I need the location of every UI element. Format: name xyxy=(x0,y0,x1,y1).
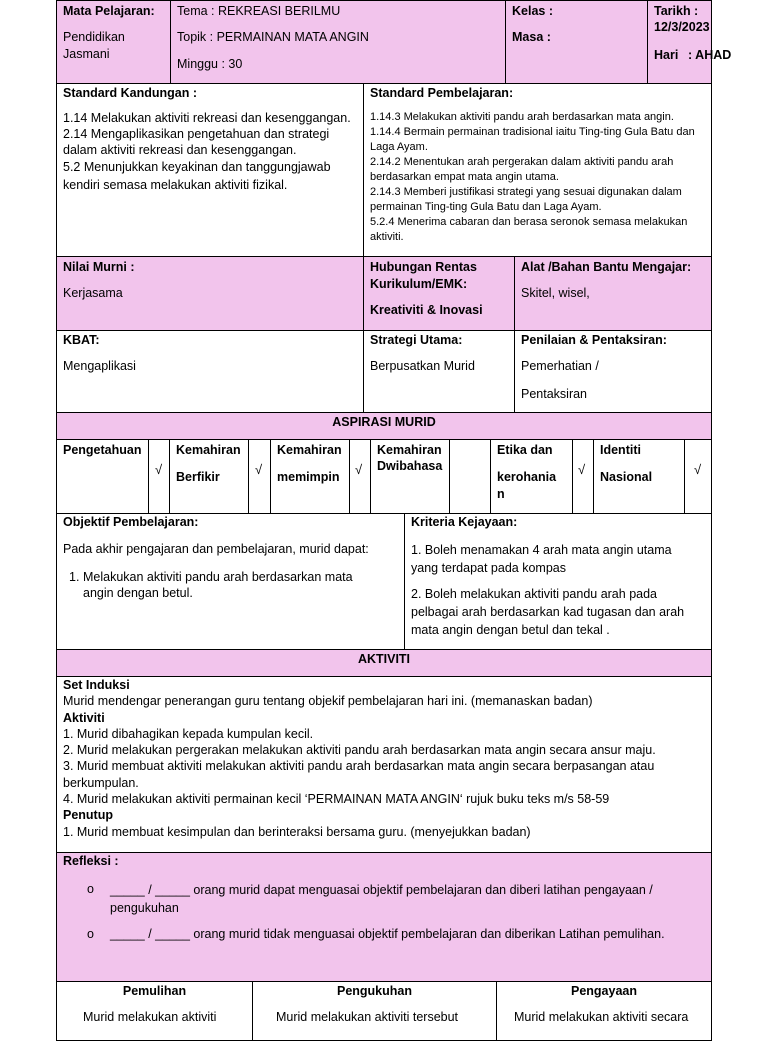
aspirasi-item-label: Etika dan xyxy=(497,443,553,457)
content-standard-title: Standard Kandungan : xyxy=(63,86,198,100)
week-text: Minggu : 30 xyxy=(177,57,243,71)
pengukuhan-title: Pengukuhan xyxy=(336,984,412,998)
penilaian-cell xyxy=(514,330,712,413)
learning-standard-list xyxy=(370,110,708,245)
induksi-text: Murid mendengar penerangan guru tentang objekif pembelajaran hari ini. (memanaskan badan) xyxy=(63,694,593,709)
date-label: Tarikh : xyxy=(654,4,699,18)
theme-text: Tema : REKREASI BERILMU xyxy=(177,4,341,18)
aspirasi-item-memimpin xyxy=(270,439,350,514)
class-label: Kelas : xyxy=(512,4,553,18)
time-label: Masa : xyxy=(512,30,551,44)
aktiviti-step: 3. Murid membuat aktiviti melakukan aktiviti pandu arah berdasarkan mata angin secara berpasangan atau berkumpulan. xyxy=(63,759,655,790)
values-row xyxy=(56,256,712,331)
objektif-title: Objektif Pembelajaran: xyxy=(63,515,199,529)
check-icon: √ xyxy=(355,462,363,477)
aspirasi-item-dwibahasa xyxy=(370,439,450,514)
emk-title-1: Hubungan Rentas xyxy=(370,260,477,274)
aspirasi-item-pengetahuan xyxy=(56,439,149,514)
aspirasi-tick-cell xyxy=(684,439,712,514)
aktiviti-title: AKTIVITI xyxy=(357,652,411,666)
alat-cell xyxy=(514,256,712,331)
aspirasi-item-label: Nasional xyxy=(600,470,653,484)
pemulihan-text: Murid melakukan aktiviti xyxy=(83,1010,217,1024)
class-cell xyxy=(505,0,648,84)
content-standard-item: 5.2 Menunjukkan keyakinan dan tanggungjawab kendiri semasa melakukan aktiviti fizikal. xyxy=(63,160,331,192)
aspirasi-title-row xyxy=(56,412,712,440)
aktiviti-step: 1. Murid dibahagikan kepada kumpulan kecil. xyxy=(63,726,314,741)
date-value: 12/3/2023 xyxy=(654,20,710,34)
emk-cell xyxy=(363,256,515,331)
aktiviti-title-row xyxy=(56,649,712,677)
strategi-value: Berpusatkan Murid xyxy=(370,359,475,373)
check-icon: √ xyxy=(694,462,702,477)
aspirasi-tick-cell-empty xyxy=(449,439,491,514)
learning-standard-item: 1.14.4 Bermain permainan tradisional iaitu Ting-ting Gula Batu dan Laga Ayam. xyxy=(370,126,695,153)
aktiviti-content xyxy=(63,677,703,840)
penutup-text: 1. Murid membuat kesimpulan dan berinteraksi bersama guru. (menyejukkan badan) xyxy=(63,824,531,839)
aktiviti-title-cell xyxy=(56,649,712,677)
refleksi-line-2: _____ / _____ orang murid tidak menguasai objektif pembelajaran dan diberikan Latihan pemulihan. xyxy=(110,927,665,941)
alat-title: Alat /Bahan Bantu Mengajar: xyxy=(521,260,692,274)
kbat-row xyxy=(56,330,712,413)
aspirasi-item-label: Kemahiran xyxy=(377,443,442,457)
footer-row xyxy=(56,981,712,1041)
alat-value: Skitel, wisel, xyxy=(521,286,590,300)
penilaian-value-2: Pentaksiran xyxy=(521,387,588,401)
header-row xyxy=(56,0,732,84)
refleksi-line-1: _____ / _____ orang murid dapat menguasai objektif pembelajaran dan diberi latihan pengayaan / pengukuhan xyxy=(110,883,653,915)
emk-title-2: Kurikulum/EMK: xyxy=(370,277,468,291)
aspirasi-tick-cell xyxy=(148,439,170,514)
pengayaan-cell xyxy=(496,981,712,1041)
kbat-cell xyxy=(56,330,364,413)
standards-row xyxy=(56,83,712,257)
aspirasi-item-label: Kemahiran xyxy=(176,443,241,457)
aspirasi-item-label: memimpin xyxy=(277,470,340,484)
pemulihan-cell xyxy=(56,981,253,1041)
aspirasi-item-label: Berfikir xyxy=(176,470,220,484)
kriteria-item-2: 2. Boleh melakukan aktiviti pandu arah pada pelbagai arah berdasarkan kad tugasan dan arah mata angin dengan betul dan tekal . xyxy=(411,587,685,637)
kriteria-title: Kriteria Kejayaan: xyxy=(411,515,518,529)
nilai-cell xyxy=(56,256,364,331)
penutup-title: Penutup xyxy=(63,808,113,823)
aspirasi-tick-cell xyxy=(248,439,271,514)
refleksi-row xyxy=(56,852,712,982)
bullet-icon: o xyxy=(87,927,94,941)
kriteria-cell xyxy=(404,513,712,650)
pengayaan-text: Murid melakukan aktiviti secara xyxy=(514,1010,689,1024)
objektif-cell xyxy=(56,513,405,650)
content-standard-cell xyxy=(56,83,364,257)
aspirasi-item-label: kerohania xyxy=(497,470,557,484)
aktiviti-step: 4. Murid melakukan aktiviti permainan kecil ‘PERMAINAN MATA ANGIN‘ rujuk buku teks m/s 58-59 xyxy=(63,792,610,807)
nilai-value: Kerjasama xyxy=(63,286,123,300)
day-label: Hari xyxy=(654,48,679,62)
content-standard-item: 1.14 Melakukan aktiviti rekreasi dan kesenggangan. xyxy=(63,111,351,125)
content-standard-list xyxy=(63,110,353,194)
aspirasi-item-label: Dwibahasa xyxy=(377,459,443,473)
induksi-title: Set Induksi xyxy=(63,678,130,692)
learning-standard-item: 2.14.3 Memberi justifikasi strategi yang sesuai digunakan dalam permainan Ting-ting Gula Batu dan Laga Ayam. xyxy=(370,186,682,213)
learning-standard-item: 1.14.3 Melakukan aktiviti pandu arah berdasarkan mata angin. xyxy=(370,111,674,123)
aspirasi-items-row xyxy=(56,439,712,514)
aspirasi-item-label: n xyxy=(497,487,505,501)
aspirasi-title: ASPIRASI MURID xyxy=(332,415,436,429)
aspirasi-item-berfikir xyxy=(169,439,249,514)
bullet-icon: o xyxy=(87,882,94,896)
aspirasi-item-label: Pengetahuan xyxy=(63,443,142,457)
learning-standard-title: Standard Pembelajaran: xyxy=(370,86,514,100)
pemulihan-title: Pemulihan xyxy=(122,984,187,998)
refleksi-cell xyxy=(56,852,712,982)
learning-standard-item: 5.2.4 Menerima cabaran dan berasa seronok semasa melakukan aktiviti. xyxy=(370,216,688,243)
refleksi-title: Refleksi : xyxy=(63,854,119,868)
pengayaan-title: Pengayaan xyxy=(570,984,637,998)
subject-value-2: Jasmani xyxy=(63,47,110,61)
penilaian-title: Penilaian & Pentaksiran: xyxy=(521,333,667,347)
emk-value: Kreativiti & Inovasi xyxy=(370,303,483,317)
date-cell xyxy=(647,0,732,84)
aspirasi-tick-cell xyxy=(349,439,371,514)
aktiviti-subtitle: Aktiviti xyxy=(63,710,105,725)
aspirasi-tick-cell xyxy=(572,439,594,514)
objektif-item-number: 1. xyxy=(69,570,80,584)
learning-standard-item: 2.14.2 Menentukan arah pergerakan dalam aktiviti pandu arah berdasarkan empat mata angin utama. xyxy=(370,156,674,183)
subject-cell xyxy=(56,0,171,84)
objektif-item: Melakukan aktiviti pandu arah berdasarkan mata angin dengan betul. xyxy=(83,570,353,600)
pengukuhan-text: Murid melakukan aktiviti tersebut xyxy=(276,1010,459,1024)
check-icon: √ xyxy=(255,462,263,477)
objektif-row xyxy=(56,513,712,650)
pengukuhan-cell xyxy=(252,981,497,1041)
aktiviti-step: 2. Murid melakukan pergerakan melakukan aktiviti pandu arah berdasarkan mata angin secara ansur maju. xyxy=(63,743,656,758)
penilaian-value-1: Pemerhatian / xyxy=(521,359,599,373)
strategi-title: Strategi Utama: xyxy=(370,333,463,347)
nilai-title: Nilai Murni : xyxy=(63,260,135,274)
aspirasi-item-etika xyxy=(490,439,573,514)
learning-standard-cell xyxy=(363,83,712,257)
strategi-cell xyxy=(363,330,515,413)
aspirasi-item-label: Identiti xyxy=(600,443,641,457)
topic-text: Topik : PERMAINAN MATA ANGIN xyxy=(177,30,369,44)
subject-value-1: Pendidikan xyxy=(63,30,125,44)
aktiviti-cell xyxy=(56,676,712,853)
kriteria-item-1: 1. Boleh menamakan 4 arah mata angin utama yang terdapat pada kompas xyxy=(411,543,672,575)
aspirasi-item-label: Kemahiran xyxy=(277,443,342,457)
kbat-value: Mengaplikasi xyxy=(63,359,136,373)
check-icon: √ xyxy=(578,462,586,477)
objektif-intro: Pada akhir pengajaran dan pembelajaran, murid dapat: xyxy=(63,542,369,556)
aspirasi-item-identiti xyxy=(593,439,685,514)
subject-label: Mata Pelajaran: xyxy=(63,4,155,18)
kbat-title: KBAT: xyxy=(63,333,100,347)
content-standard-item: 2.14 Mengaplikasikan pengetahuan dan strategi dalam aktiviti rekreasi dan kesenggangan. xyxy=(63,127,330,157)
day-value: : AHAD xyxy=(688,48,732,62)
aspirasi-title-cell xyxy=(56,412,712,440)
check-icon: √ xyxy=(155,462,163,477)
theme-cell xyxy=(170,0,506,84)
aktiviti-row xyxy=(56,676,712,853)
